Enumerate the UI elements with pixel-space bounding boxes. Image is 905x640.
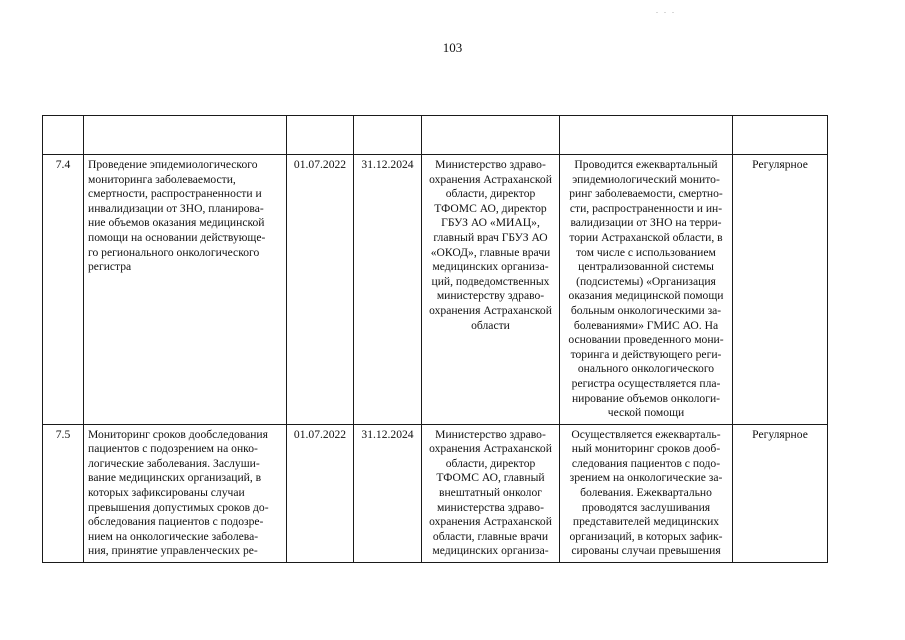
responsible-parties: Министерство здраво- охранения Астраханской области, директор ТФОМС АО, директор ГБУЗ АО «МИАЦ», главный врач ГБУЗ АО «ОКОД», главные врачи медицинских организа- ций, подведомственных министерству здраво- охранения Астраханской области: [429, 158, 552, 332]
header-cell-responsible: [422, 116, 560, 155]
expected-result: Осуществляется ежекварталь- ный мониторинг сроков дооб- следования пациентов с подо- зрением на онкологические за- болевания. Ежеквартально проводятся заслушивания представителей медицинских организаций, в которых зафик- сированы случаи превышения: [569, 427, 723, 558]
responsible-parties: Министерство здраво- охранения Астраханской области, директор ТФОМС АО, главный внештатный онколог министерства здраво- охранения Астраханской области, главные врачи медицинских организа-: [429, 427, 552, 558]
header-cell-start: [287, 116, 354, 155]
start-date-cell: [287, 424, 354, 562]
header-cell-result: [560, 116, 733, 155]
responsible-cell: [422, 424, 560, 562]
row-number-cell: [43, 155, 84, 425]
row-number-cell: [43, 424, 84, 562]
scan-corner-marks: . . .: [656, 6, 676, 15]
end-date-cell: [354, 424, 422, 562]
result-cell: [560, 424, 733, 562]
header-cell-periodicity: [733, 116, 828, 155]
start-date-cell: [287, 155, 354, 425]
responsible-cell: [422, 155, 560, 425]
result-cell: [560, 155, 733, 425]
activity-name: Мониторинг сроков дообследования пациентов с подозрением на онко- логические заболевания. Заслуши- вание медицинских организаций, в которых зафиксированы случаи превышения допустимых сроков до- обследования пациентов с подозре- нием на онкологические заболева- ния, принятие управленческих ре-: [88, 427, 269, 558]
periodicity-cell: [733, 424, 828, 562]
expected-result: Проводится ежеквартальный эпидемиологический монито- ринг заболеваемости, смертно- сти, распространенности и ин- валидизации от ЗНО на терри- тории Астраханской области, в том числе с использованием централизованной системы (подсистемы) «Организация оказания медицинской помощи больным онкологическими за- болеваниями» ГМИС АО. На основании проведенного мони- торинга и действующего реги- онального онкологического регистра осуществляется пла- нирование объемов онкологи- ческой помощи: [568, 158, 724, 420]
row-number: 7.4: [55, 158, 71, 171]
activity-name-cell: [84, 155, 287, 425]
start-date: 01.07.2022: [293, 158, 347, 171]
periodicity-cell: [733, 155, 828, 425]
end-date-cell: [354, 155, 422, 425]
header-cell-number: [43, 116, 84, 155]
table-header-row: [43, 116, 828, 155]
table-row: [43, 424, 828, 562]
header-cell-end: [354, 116, 422, 155]
page-number: 103: [442, 40, 463, 55]
periodicity: Регулярное: [752, 427, 808, 441]
row-number: 7.5: [55, 427, 71, 441]
end-date: 31.12.2024: [361, 158, 414, 171]
header-cell-name: [84, 116, 287, 155]
periodicity: Регулярное: [752, 158, 808, 171]
action-plan-table: [42, 115, 828, 563]
table-row: [43, 155, 828, 425]
activity-name: Проведение эпидемиологического мониторинга заболеваемости, смертности, распространенности и инвалидизации от ЗНО, планирова- ние объемов оказания медицинской помощи на основании действующе- го регионального онкологического регистра: [88, 158, 266, 274]
end-date: 31.12.2024: [361, 427, 414, 441]
activity-name-cell: [84, 424, 287, 562]
start-date: 01.07.2022: [293, 427, 347, 441]
